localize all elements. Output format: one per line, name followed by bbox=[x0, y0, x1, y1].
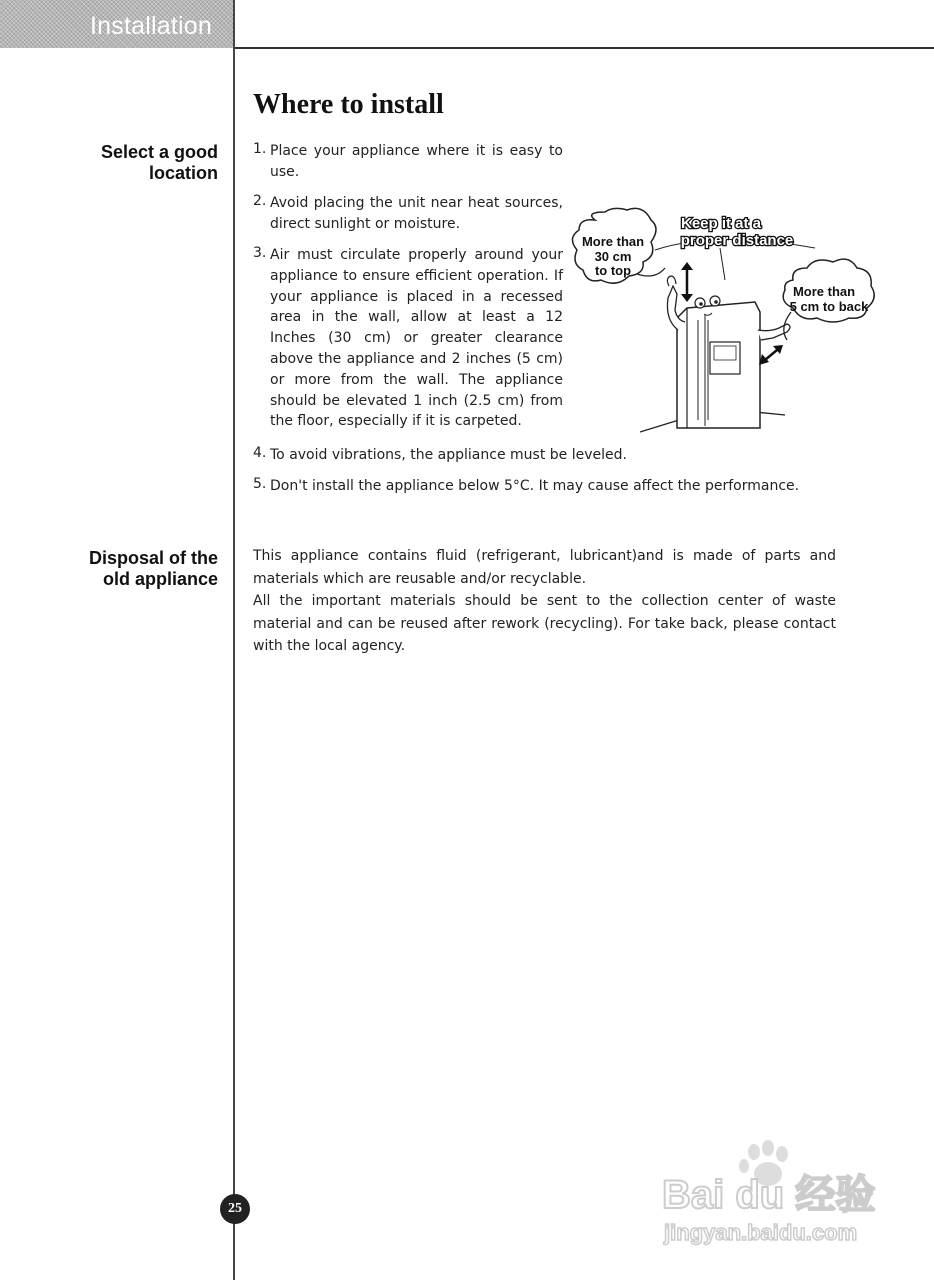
header-tab bbox=[0, 0, 234, 48]
svg-text:30 cm: 30 cm bbox=[594, 249, 632, 264]
page-title: Where to install bbox=[253, 89, 444, 120]
svg-text:More than: More than bbox=[581, 234, 645, 249]
arrow-vertical-icon bbox=[681, 262, 693, 302]
disposal-paragraph-1: This appliance contains fluid (refrigerant, lubricant)and is made of parts and materials which are reusable and/or recyclable. bbox=[253, 548, 836, 587]
header-rule bbox=[234, 47, 934, 49]
clearance-back-bubble bbox=[783, 259, 874, 340]
svg-text:5 cm to back: 5 cm to back bbox=[789, 299, 869, 314]
location-heading: Select a good location bbox=[100, 142, 218, 183]
refrigerator-clearance-illustration bbox=[565, 190, 885, 440]
page-number: 25 bbox=[220, 1194, 250, 1224]
svg-text:Keep it at a: Keep it at a bbox=[680, 215, 762, 232]
baidu-watermark bbox=[640, 1140, 900, 1270]
distance-banner bbox=[681, 215, 794, 249]
disposal-paragraph-2: All the important materials should be sent to the collection center of waste material and can be reused after rework (recycling). For take back, please contact with the local agency. bbox=[253, 593, 836, 655]
svg-text:proper distance: proper distance bbox=[680, 232, 794, 249]
arrow-diagonal-icon bbox=[759, 345, 783, 365]
svg-text:jingyan.baidu.com: jingyan.baidu.com bbox=[664, 1220, 858, 1245]
disposal-heading: Disposal of the old appliance bbox=[88, 548, 218, 589]
svg-text:More than: More than bbox=[792, 284, 856, 299]
margin-rule bbox=[233, 0, 235, 1280]
section-title: Installation bbox=[90, 12, 212, 40]
svg-text:Bai du 经验: Bai du 经验 bbox=[662, 1173, 876, 1217]
svg-text:to top: to top bbox=[594, 263, 632, 278]
clearance-top-bubble bbox=[572, 208, 665, 283]
